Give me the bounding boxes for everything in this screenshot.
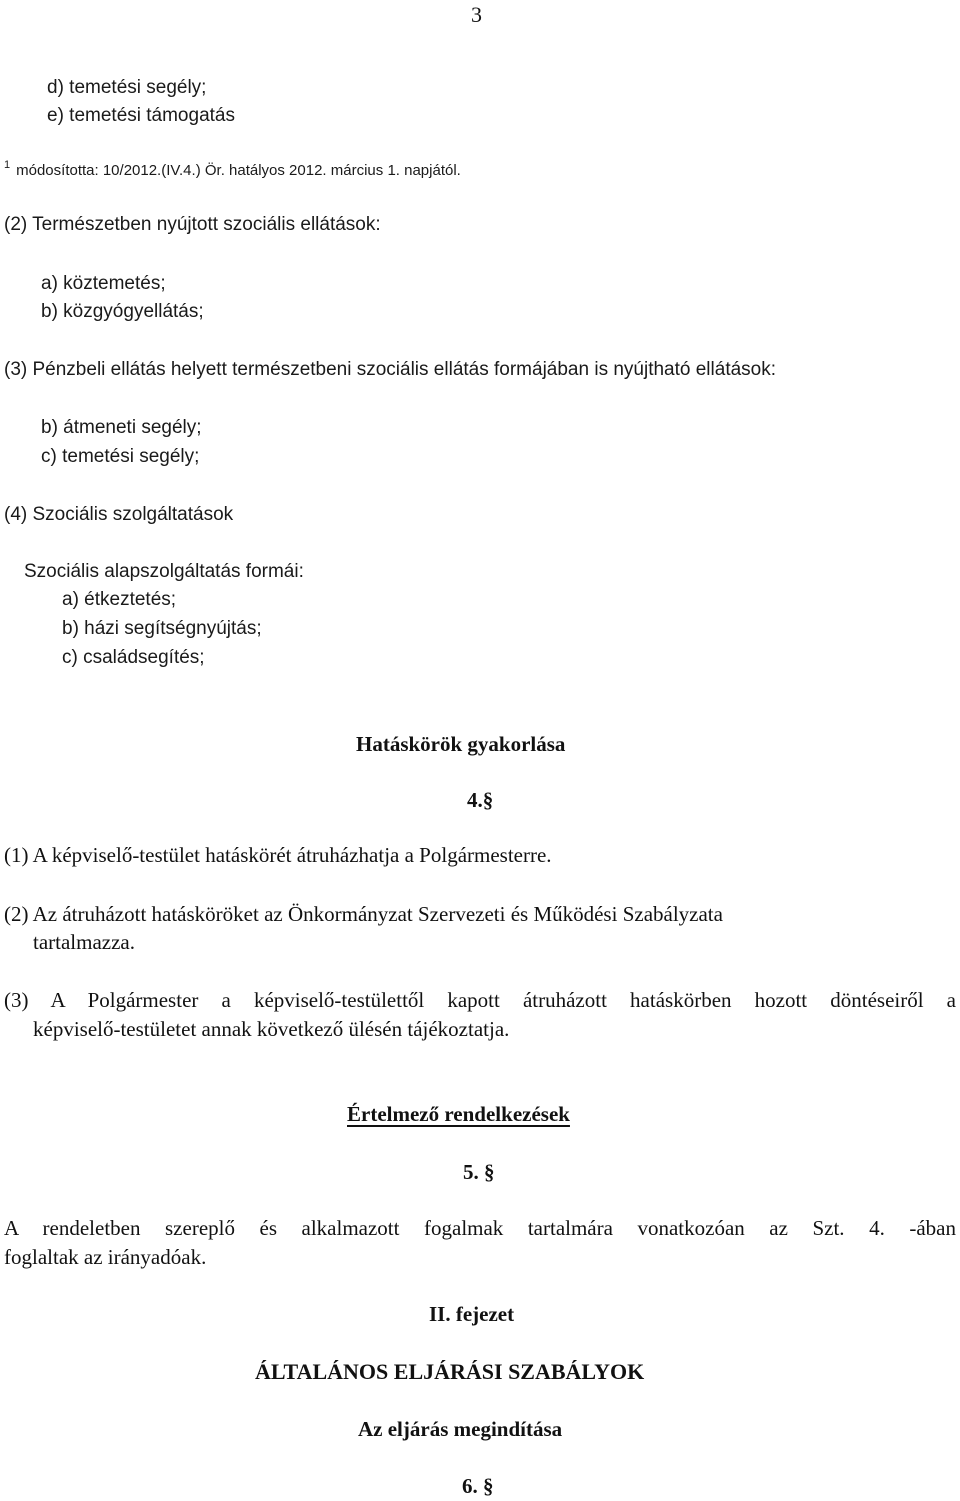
ertelmezo-line2: foglaltak az irányadóak. bbox=[4, 1245, 207, 1269]
footnote bbox=[4, 159, 461, 179]
section-sign: § bbox=[482, 788, 494, 812]
hataskorok-p3-line1: (3) A Polgármester a képviselő-testülettől kapott átruházott hatáskörben hozott döntéseiről a bbox=[4, 988, 956, 1012]
sec4-item-a: a) étkeztetés; bbox=[62, 589, 177, 610]
section-sign: § bbox=[484, 1160, 495, 1184]
paragraph-5-label: 5. bbox=[463, 1160, 479, 1184]
chapter-title: ÁLTALÁNOS ELJÁRÁSI SZABÁLYOK bbox=[255, 1359, 645, 1384]
ertelmezo-title: Értelmező rendelkezések bbox=[347, 1102, 570, 1126]
list-item-e: e) temetési támogatás bbox=[47, 105, 235, 126]
paragraph-5-number bbox=[463, 1162, 495, 1183]
section-sign: § bbox=[483, 1474, 494, 1498]
sec2-item-b: b) közgyógyellátás; bbox=[41, 301, 204, 322]
sec4-subheading: Szociális alapszolgáltatás formái: bbox=[24, 561, 304, 582]
eljaras-title: Az eljárás megindítása bbox=[358, 1417, 563, 1441]
sec3-item-c: c) temetési segély; bbox=[41, 446, 200, 467]
paragraph-4-number bbox=[467, 790, 493, 811]
sec4-item-b: b) házi segítségnyújtás; bbox=[62, 618, 262, 639]
footnote-mark: 1 bbox=[4, 159, 11, 171]
sec4-item-c: c) családsegítés; bbox=[62, 647, 205, 668]
page-number: 3 bbox=[471, 2, 482, 27]
hataskorok-p3-line2: képviselő-testületet annak következő ülésén tájékoztatja. bbox=[33, 1017, 510, 1041]
hataskorok-p1: (1) A képviselő-testület hatáskörét átruházhatja a Polgármesterre. bbox=[4, 843, 552, 867]
sec3-item-b: b) átmeneti segély; bbox=[41, 417, 202, 438]
hataskorok-title: Hatáskörök gyakorlása bbox=[356, 732, 566, 756]
paragraph-4-label: 4. bbox=[467, 788, 483, 812]
list-item-d: d) temetési segély; bbox=[47, 77, 207, 98]
ertelmezo-line1: A rendeletben szereplő és alkalmazott fogalmak tartalmára vonatkozóan az Szt. 4. -ában bbox=[4, 1216, 956, 1240]
hataskorok-p2-line2: tartalmazza. bbox=[33, 930, 136, 954]
sec3-heading: (3) Pénzbeli ellátás helyett természetbeni szociális ellátás formájában is nyújtható ellátások: bbox=[4, 359, 777, 380]
footnote-text: módosította: 10/2012.(IV.4.) Ör. hatályos 2012. március 1. napjától. bbox=[16, 162, 461, 179]
chapter-number: II. fejezet bbox=[429, 1302, 515, 1326]
sec4-heading: (4) Szociális szolgáltatások bbox=[4, 504, 234, 525]
paragraph-6-label: 6. bbox=[462, 1474, 478, 1498]
paragraph-6-number bbox=[462, 1476, 494, 1497]
sec2-heading: (2) Természetben nyújtott szociális ellátások: bbox=[4, 214, 381, 235]
sec2-item-a: a) köztemetés; bbox=[41, 273, 166, 294]
hataskorok-p2-line1: (2) Az átruházott hatásköröket az Önkormányzat Szervezeti és Működési Szabályzata bbox=[4, 902, 723, 926]
